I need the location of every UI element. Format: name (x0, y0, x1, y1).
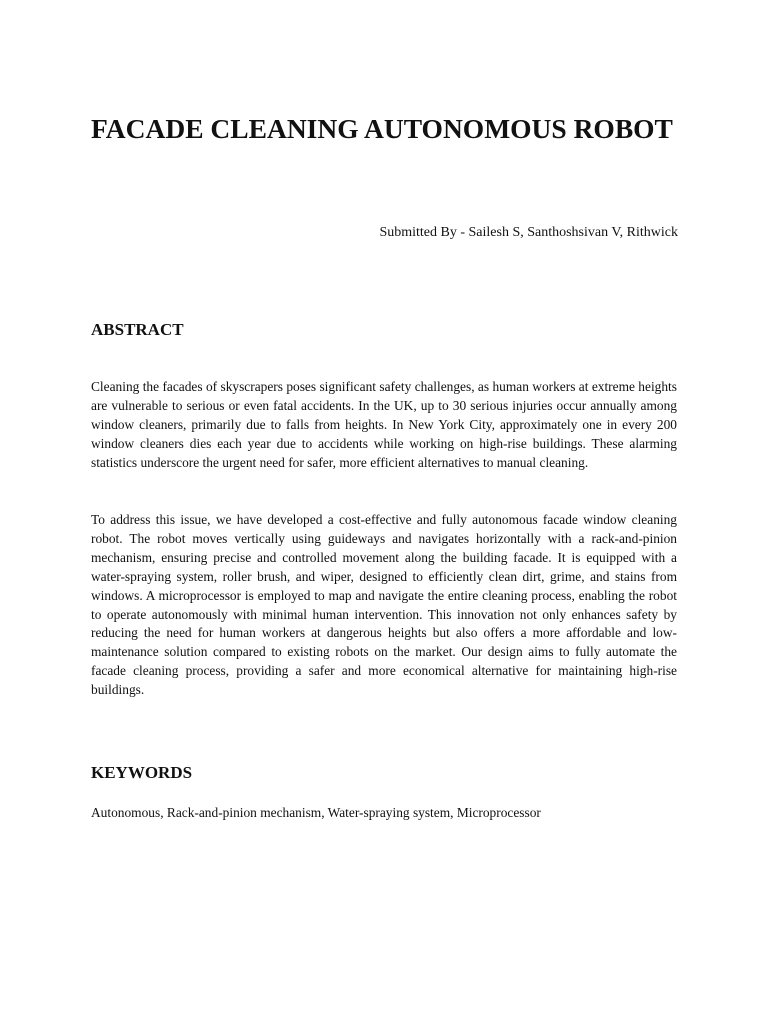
keywords-heading: KEYWORDS (91, 763, 193, 782)
abstract-paragraph-2: To address this issue, we have developed a cost-effective and fully autonomous facade window cleaning robot. The robot moves vertically using guideways and navigates horizontally with a rack-and-pinion mechanism, ensuring precise and controlled movement along the building facade. It is equipped with a water-spraying system, roller brush, and wiper, designed to efficiently clean dirt, grime, and stains from windows. A microprocessor is employed to map and navigate the entire cleaning process, enabling the robot to operate autonomously with minimal human intervention. This innovation not only enhances safety by reducing the need for human workers at dangerous heights but also offers a more affordable and low-maintenance solution compared to existing robots on the market. Our design aims to fully automate the facade cleaning process, providing a safer and more economical alternative for maintaining high-rise buildings. (91, 512, 677, 698)
abstract-heading: ABSTRACT (91, 320, 184, 339)
document-title: FACADE CLEANING AUTONOMOUS ROBOT (91, 113, 673, 144)
abstract-paragraph-1: Cleaning the facades of skyscrapers poses significant safety challenges, as human workers at extreme heights are vulnerable to serious or even fatal accidents. In the UK, up to 30 serious injuries occur annually among window cleaners, primarily due to falls from heights. In New York City, approximately one in every 200 window cleaners dies each year due to accidents while working on high-rise buildings. These alarming statistics underscore the urgent need for safer, more efficient alternatives to manual cleaning. (91, 379, 677, 470)
keywords-list: Autonomous, Rack-and-pinion mechanism, Water-spraying system, Microprocessor (91, 805, 541, 820)
submitted-by-line: Submitted By - Sailesh S, Santhoshsivan V, Rithwick (379, 225, 678, 240)
